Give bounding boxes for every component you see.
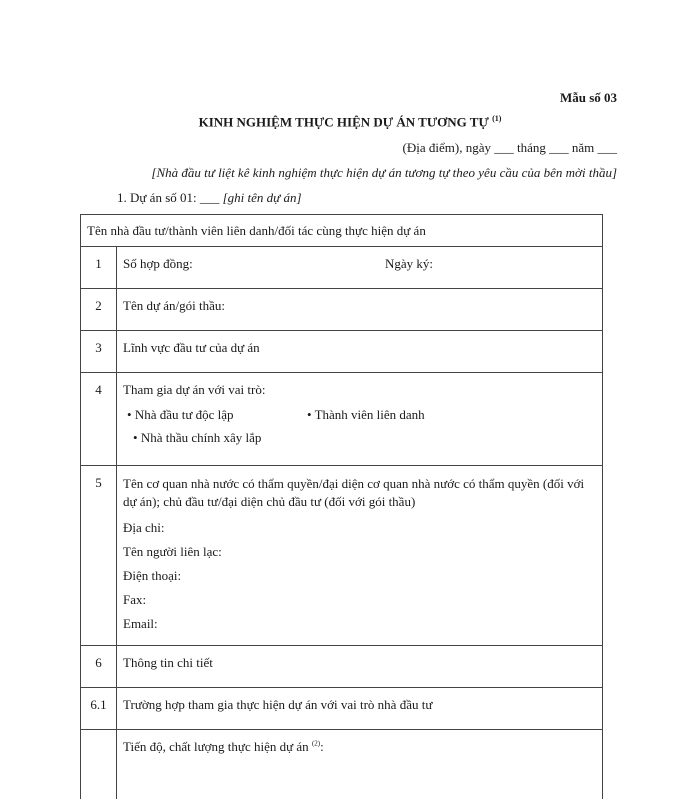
table-row [81,688,603,730]
table-row [81,373,603,466]
role-option-consortium-member: • Thành viên liên danh [303,407,425,430]
row-number: 1 [81,247,117,289]
table-row [81,646,603,688]
role-label: Tham gia dự án với vai trò: [123,382,592,398]
contract-line [123,256,592,272]
address-label: Địa chỉ: [123,520,592,536]
contract-number-label: Số hợp đồng: [123,256,385,272]
authority-cell [117,466,603,646]
instruction-text: [Nhà đầu tư liệt kê kinh nghiệm thực hiện dự án tương tự theo yêu cầu của bên mời thầu] [151,165,617,181]
experience-table [80,214,603,799]
title-footnote: (1) [492,114,501,123]
project-name-label: Tên dự án/gói thầu: [117,289,603,331]
role-cell [117,373,603,466]
authority-label: Tên cơ quan nhà nước có thẩm quyền/đại diện cơ quan nhà nước có thẩm quyền (đối với dự án); chủ đầu tư/đại diện chủ đầu tư (đối với gói thầu) [123,475,592,511]
progress-quality-cell [117,730,603,799]
row-number: 3 [81,331,117,373]
document-title [0,114,700,130]
form-number: Mẫu số 03 [560,90,617,106]
row-number: 6.1 [81,688,117,730]
project-prefix: 1. Dự án số 01: ___ [117,190,219,205]
row-number: 6 [81,646,117,688]
progress-colon: : [320,739,324,754]
table-row [81,247,603,289]
sign-date-label: Ngày ký: [385,256,433,272]
role-option-independent-investor: • Nhà đầu tư độc lập [123,407,303,430]
table-header-row [81,215,603,247]
table-row [81,289,603,331]
title-text: KINH NGHIỆM THỰC HIỆN DỰ ÁN TƯƠNG TỰ [199,114,489,129]
contact-person-label: Tên người liên lạc: [123,544,592,560]
progress-footnote: (2) [312,740,320,748]
row-number: 4 [81,373,117,466]
email-label: Email: [123,616,592,632]
row-number: 5 [81,466,117,646]
row-number [81,730,117,799]
row-number: 2 [81,289,117,331]
project-line [117,190,302,206]
row-content [117,247,603,289]
table-row [81,331,603,373]
date-line: (Địa điểm), ngày ___ tháng ___ năm ___ [403,140,617,156]
investor-role-label: Trường hợp tham gia thực hiện dự án với vai trò nhà đầu tư [117,688,603,730]
table-row [81,466,603,646]
investment-field-label: Lĩnh vực đầu tư của dự án [117,331,603,373]
role-options [123,407,592,453]
phone-label: Điện thoại: [123,568,592,584]
project-hint: [ghi tên dự án] [223,190,302,205]
table-row [81,730,603,799]
progress-quality-label: Tiến độ, chất lượng thực hiện dự án [123,739,309,754]
detail-info-label: Thông tin chi tiết [117,646,603,688]
table-header: Tên nhà đầu tư/thành viên liên danh/đối tác cùng thực hiện dự án [81,215,603,247]
fax-label: Fax: [123,592,592,608]
role-option-main-contractor: • Nhà thầu chính xây lắp [123,430,261,453]
